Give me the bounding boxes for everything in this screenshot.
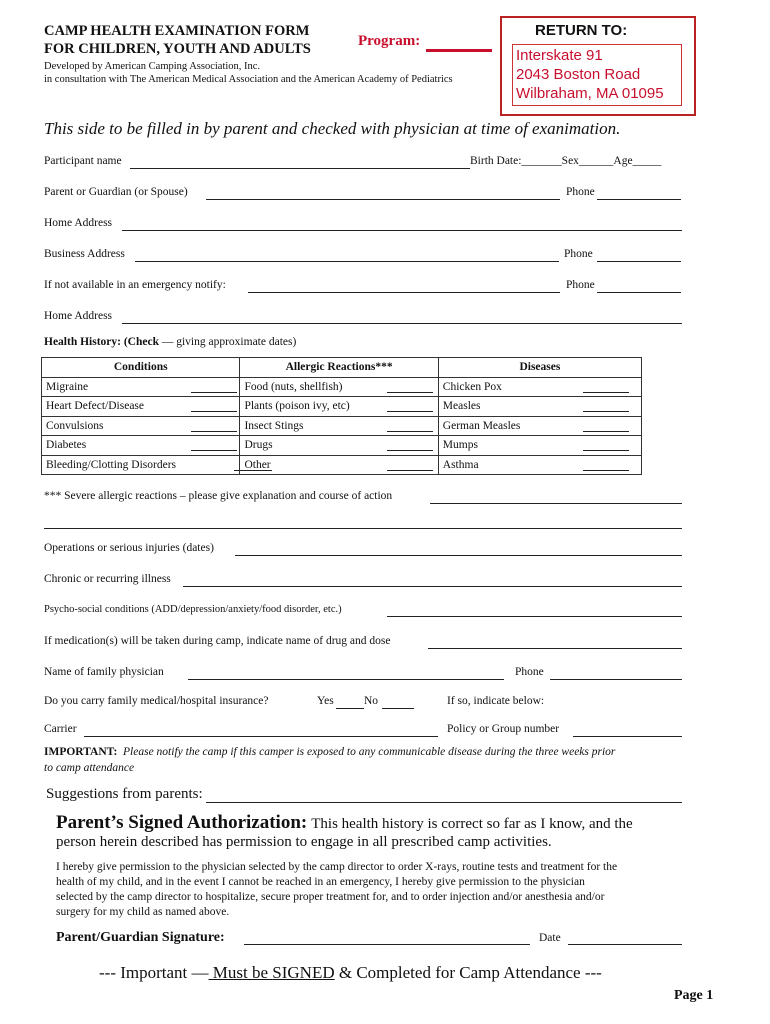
allergy-row[interactable]: Insect Stings [240, 416, 438, 436]
signature-label: Parent/Guardian Signature: [56, 930, 225, 945]
chronic-field[interactable] [183, 586, 682, 587]
form-title-line1: CAMP HEALTH EXAMINATION FORM [44, 23, 310, 39]
severe-allergic-field-2[interactable] [44, 528, 682, 529]
policy-field[interactable] [573, 736, 682, 737]
authorization-body-4: surgery for my child as named above. [56, 906, 230, 918]
allergy-row[interactable]: Other [240, 455, 438, 475]
phone-field-2[interactable] [597, 261, 681, 262]
phone-field-3[interactable] [597, 292, 681, 293]
psycho-social-label: Psycho-social conditions (ADD/depression/anxiety/food disorder, etc.) [44, 604, 342, 615]
carrier-field[interactable] [84, 736, 438, 737]
home-address-field[interactable] [122, 230, 682, 231]
business-address-field[interactable] [135, 261, 559, 262]
insurance-no-label: No [364, 695, 379, 707]
insurance-label: Do you carry family medical/hospital insurance? [44, 695, 269, 707]
phone-label-1: Phone [566, 186, 595, 198]
page-number: Page 1 [674, 988, 714, 1003]
family-physician-label: Name of family physician [44, 666, 164, 678]
policy-label: Policy or Group number [447, 723, 560, 735]
signature-date-field[interactable] [568, 944, 682, 945]
condition-row[interactable]: Heart Defect/Disease [42, 397, 240, 417]
health-history-table [41, 357, 642, 475]
return-address-line2: 2043 Boston Road [516, 66, 641, 83]
column-diseases: Diseases [438, 358, 641, 378]
program-label: Program: [358, 33, 421, 49]
disease-row[interactable]: Asthma [438, 455, 641, 475]
phone-field-1[interactable] [597, 199, 681, 200]
allergy-row[interactable]: Plants (poison ivy, etc) [240, 397, 438, 417]
phone-label-3: Phone [566, 279, 595, 291]
authorization-body-1: I hereby give permission to the physician selected by the camp director to order X-rays, routine tests and treatment for the [56, 861, 618, 873]
return-address-line3: Wilbraham, MA 01095 [516, 85, 664, 102]
participant-name-label: Participant name [44, 155, 122, 167]
parent-guardian-label: Parent or Guardian (or Spouse) [44, 186, 188, 198]
program-underline[interactable] [426, 49, 492, 52]
condition-row[interactable]: Migraine [42, 377, 240, 397]
suggestions-field[interactable] [206, 802, 682, 803]
authorization-heading: Parent’s Signed Authorization: This health history is correct so far as I know, and the [56, 812, 633, 833]
home-address-field-2[interactable] [122, 323, 682, 324]
authorization-intro-line2: person herein described has permission to engage in all prescribed camp activities. [56, 834, 552, 850]
consultation-note: in consultation with The American Medical Association and the American Academy of Pediatrics [44, 74, 453, 85]
home-address-label-2: Home Address [44, 310, 113, 322]
severe-allergic-field[interactable] [430, 503, 682, 504]
physician-phone-field[interactable] [550, 679, 682, 680]
insurance-if-so-label: If so, indicate below: [447, 695, 545, 707]
emergency-field[interactable] [248, 292, 560, 293]
psycho-social-field[interactable] [387, 616, 682, 617]
operations-label: Operations or serious injuries (dates) [44, 542, 214, 554]
disease-row[interactable]: Mumps [438, 436, 641, 456]
column-allergic-reactions: Allergic Reactions*** [240, 358, 438, 378]
home-address-label: Home Address [44, 217, 113, 229]
severe-allergic-label: *** Severe allergic reactions – please give explanation and course of action [44, 490, 393, 502]
insurance-no-field[interactable] [382, 708, 414, 709]
physician-phone-label: Phone [515, 666, 544, 678]
parent-guardian-field[interactable] [206, 199, 560, 200]
signature-field[interactable] [244, 944, 530, 945]
condition-row[interactable]: Diabetes [42, 436, 240, 456]
emergency-label: If not available in an emergency notify: [44, 279, 226, 291]
insurance-yes-field[interactable] [336, 708, 364, 709]
family-physician-field[interactable] [188, 679, 504, 680]
carrier-label: Carrier [44, 723, 77, 735]
participant-name-field[interactable] [130, 168, 470, 169]
column-conditions: Conditions [42, 358, 240, 378]
return-to-label: RETURN TO: [535, 22, 628, 39]
disease-row[interactable]: Chicken Pox [438, 377, 641, 397]
suggestions-label: Suggestions from parents: [46, 786, 203, 802]
form-title-line2: FOR CHILDREN, YOUTH AND ADULTS [44, 41, 311, 57]
authorization-body-2: health of my child, and in the event I cannot be reached in an emergency, I hereby give permission to the physician [56, 876, 585, 888]
important-notice: IMPORTANT: Please notify the camp if this camper is exposed to any communicable disease during the three weeks prior [44, 746, 616, 758]
birth-sex-age-label[interactable]: Birth Date:_______Sex______Age_____ [470, 155, 662, 167]
developed-by: Developed by American Camping Association, Inc. [44, 61, 261, 72]
important-notice-line2: to camp attendance [44, 762, 135, 774]
condition-row[interactable]: Bleeding/Clotting Disorders [42, 455, 240, 475]
return-address-line1: Interskate 91 [516, 47, 603, 64]
phone-label-2: Phone [564, 248, 593, 260]
medication-label: If medication(s) will be taken during camp, indicate name of drug and dose [44, 635, 391, 647]
insurance-yes-label: Yes [317, 695, 334, 707]
disease-row[interactable]: German Measles [438, 416, 641, 436]
condition-row[interactable]: Convulsions [42, 416, 240, 436]
health-history-label: Health History: (Check — giving approximate dates) [44, 336, 297, 348]
signing-notice: --- Important — Must be SIGNED & Completed for Camp Attendance --- [99, 963, 602, 982]
chronic-label: Chronic or recurring illness [44, 573, 171, 585]
signature-date-label: Date [539, 932, 561, 944]
allergy-row[interactable]: Food (nuts, shellfish) [240, 377, 438, 397]
instructions: This side to be filled in by parent and checked with physician at time of exanimation. [44, 119, 621, 138]
operations-field[interactable] [235, 555, 682, 556]
medication-field[interactable] [428, 648, 682, 649]
allergy-row[interactable]: Drugs [240, 436, 438, 456]
disease-row[interactable]: Measles [438, 397, 641, 417]
business-address-label: Business Address [44, 248, 125, 260]
authorization-body-3: selected by the camp director to hospitalize, secure proper treatment for, and to order injection and/or anesthesia and/or [56, 891, 605, 903]
